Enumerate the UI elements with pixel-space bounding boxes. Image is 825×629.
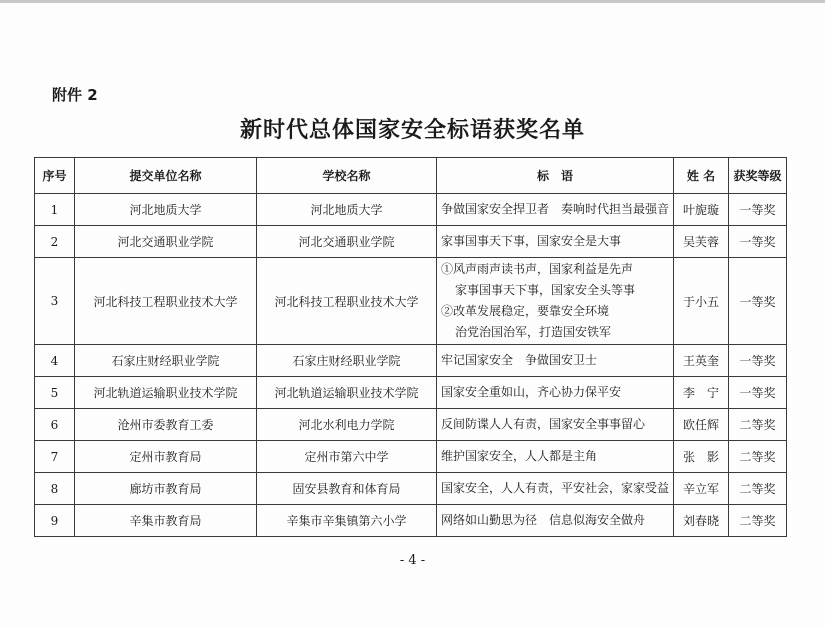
row-no: 2 <box>35 226 75 258</box>
slogan-line: 国家安全，人人有责，平安社会，家家受益 <box>441 481 670 495</box>
row-school: 定州市第六中学 <box>257 441 437 473</box>
row-no: 7 <box>35 441 75 473</box>
row-unit: 河北科技工程职业技术大学 <box>75 258 257 345</box>
slogan-line: 家事国事天下事，国家安全是大事 <box>441 234 622 248</box>
row-school: 石家庄财经职业学院 <box>257 345 437 377</box>
row-level: 一等奖 <box>729 377 787 409</box>
row-unit: 河北地质大学 <box>75 194 257 226</box>
slogan-line: 国家安全重如山，齐心协力保平安 <box>441 385 622 399</box>
row-slogan <box>437 441 674 473</box>
row-level: 一等奖 <box>729 258 787 345</box>
row-school: 河北轨道运输职业技术学院 <box>257 377 437 409</box>
row-school: 固安县教育和体育局 <box>257 473 437 505</box>
row-slogan <box>437 226 674 258</box>
row-unit: 石家庄财经职业学院 <box>75 345 257 377</box>
row-name: 吴芙蓉 <box>674 226 729 258</box>
row-name: 辛立军 <box>674 473 729 505</box>
row-name: 李 宁 <box>674 377 729 409</box>
row-name: 刘春晓 <box>674 505 729 537</box>
table-header-row <box>35 158 787 194</box>
slogan-line: 争做国家安全捍卫者 奏响时代担当最强音 <box>441 202 670 216</box>
row-unit: 河北轨道运输职业技术学院 <box>75 377 257 409</box>
row-slogan <box>437 194 674 226</box>
row-no: 9 <box>35 505 75 537</box>
row-no: 4 <box>35 345 75 377</box>
table-row <box>35 194 787 226</box>
row-no: 5 <box>35 377 75 409</box>
row-name: 欧任辉 <box>674 409 729 441</box>
slogan-line: 网络如山勤思为径 信息似海安全做舟 <box>441 513 646 527</box>
top-border <box>0 0 825 3</box>
row-no: 1 <box>35 194 75 226</box>
row-no: 6 <box>35 409 75 441</box>
row-school: 辛集市辛集镇第六小学 <box>257 505 437 537</box>
row-level: 一等奖 <box>729 226 787 258</box>
row-school: 河北水利电力学院 <box>257 409 437 441</box>
row-unit: 定州市教育局 <box>75 441 257 473</box>
slogan-line: ②改革发展稳定，要靠安全环境 <box>441 304 610 318</box>
row-level: 二等奖 <box>729 441 787 473</box>
row-name: 张 影 <box>674 441 729 473</box>
table-row <box>35 409 787 441</box>
table-row <box>35 505 787 537</box>
header-school: 学校名称 <box>257 158 437 194</box>
row-name: 叶旎璇 <box>674 194 729 226</box>
row-unit: 河北交通职业学院 <box>75 226 257 258</box>
table-row <box>35 473 787 505</box>
table-row <box>35 258 787 345</box>
attachment-label: 附件 2 <box>52 86 98 104</box>
row-slogan <box>437 409 674 441</box>
row-name: 于小五 <box>674 258 729 345</box>
row-school: 河北交通职业学院 <box>257 226 437 258</box>
header-slogan: 标 语 <box>437 158 674 194</box>
row-level: 二等奖 <box>729 409 787 441</box>
row-slogan <box>437 505 674 537</box>
row-unit: 辛集市教育局 <box>75 505 257 537</box>
header-no: 序号 <box>35 158 75 194</box>
awards-table <box>34 157 787 537</box>
page-title: 新时代总体国家安全标语获奖名单 <box>239 117 585 143</box>
page-number: - 4 - <box>399 553 426 568</box>
header-unit: 提交单位名称 <box>75 158 257 194</box>
table-row <box>35 441 787 473</box>
slogan-line: 治党治国治军，打造国安铁军 <box>455 325 612 339</box>
row-level: 一等奖 <box>729 345 787 377</box>
slogan-line: 牢记国家安全 争做国安卫士 <box>441 353 598 367</box>
table-row <box>35 345 787 377</box>
row-school: 河北地质大学 <box>257 194 437 226</box>
row-slogan <box>437 258 674 345</box>
row-level: 一等奖 <box>729 194 787 226</box>
slogan-line: 反间防谍人人有责，国家安全事事留心 <box>441 417 646 431</box>
slogan-line: 家事国事天下事，国家安全头等事 <box>455 283 636 297</box>
row-unit: 廊坊市教育局 <box>75 473 257 505</box>
row-school: 河北科技工程职业技术大学 <box>257 258 437 345</box>
table-row <box>35 377 787 409</box>
row-no: 3 <box>35 258 75 345</box>
row-slogan <box>437 377 674 409</box>
row-no: 8 <box>35 473 75 505</box>
row-slogan <box>437 473 674 505</box>
row-slogan <box>437 345 674 377</box>
slogan-line: ①风声雨声读书声，国家利益是先声 <box>441 262 634 276</box>
row-name: 王英奎 <box>674 345 729 377</box>
row-level: 二等奖 <box>729 505 787 537</box>
row-level: 二等奖 <box>729 473 787 505</box>
header-name: 姓 名 <box>674 158 729 194</box>
header-level: 获奖等级 <box>729 158 787 194</box>
table-row <box>35 226 787 258</box>
row-unit: 沧州市委教育工委 <box>75 409 257 441</box>
slogan-line: 维护国家安全，人人都是主角 <box>441 449 598 463</box>
